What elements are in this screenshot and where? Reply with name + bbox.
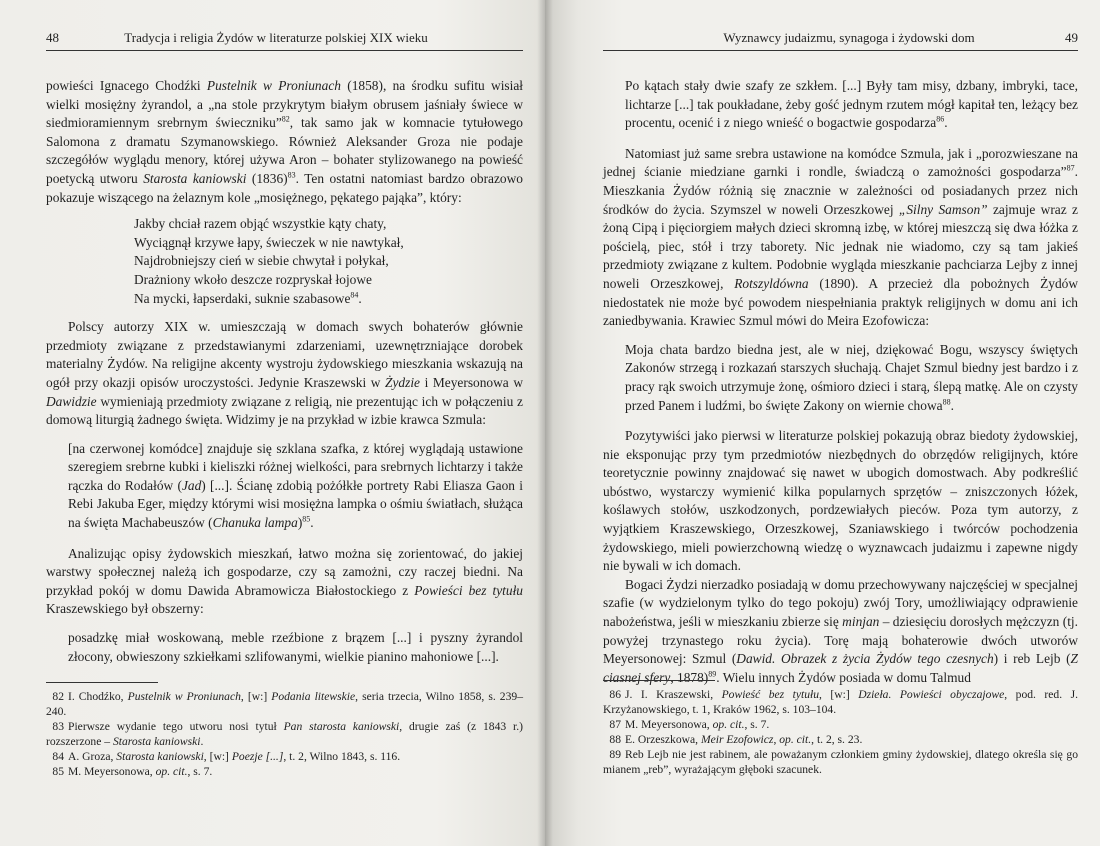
poem-line: Najdrobniejszy cień w siebie chwytał i połykał, [134, 253, 389, 269]
left-page [0, 0, 545, 846]
footnote-89: 89 Reb Lejb nie jest rabinem, ale poważanym członkiem gminy żydowskiej, dlatego określa się go mianem „reb”, wyrażającym głęboki szacunek. [603, 748, 1078, 776]
footnote-85: 85 M. Meyersonowa, op. cit., s. 7. [52, 765, 213, 778]
footnote-87: 87 M. Meyersonowa, op. cit., s. 7. [609, 718, 770, 731]
right-block-quote-1: Moja chata bardzo biedna jest, ale w niej, dziękować Bogu, wszyscy świętych Zakonów strzegą i rozkazań starszych słuchają. Chajet Szmul biedny jest bardzo i z pracy rąk swoich utrzymuje żonę, ośmioro dzieci i starą, ślepą matkę. Ale on czysty przed Panem i ludźmi, bo święte Zakony on wiernie chowa$^{88}$. [625, 341, 1078, 413]
poem-line: Jakby chciał razem objąć wszystkie kąty chaty, [134, 216, 387, 232]
right-running-head [603, 30, 1078, 51]
left-page-number: 48 [46, 30, 59, 45]
right-running-title: Wyznawcy judaizmu, synagoga i żydowski dom [723, 30, 975, 45]
poem-line: Na mycki, łapserdaki, suknie szabasowe$^{84}$. [134, 290, 362, 306]
left-paragraph-1: powieści Ignacego Chodźki Pustelnik w Proniunach (1858), na środku sufitu wisiał wielki mosiężny żyrandol, a „na stole przykrytym białym obrusem jaśniały świece w siedmioramiennym srebrnym świeczniku”$^{82}$, tak samo jak w komnacie tytułowego Salomona z dramatu Szymanowskiego. Również Aleksander Groza nie podaje szczegółów wyglądu menory, której używa Aron – bohater stylizowanego na powieść poetycką utworu Starosta kaniowski $(1836)^{83}$. Ten ostatni natomiast bardzo obrazowo pokazuje wiszącego na żelaznym kole „mosiężnego, pękatego pająka”, który: [46, 78, 524, 205]
left-footnotes [46, 682, 523, 779]
left-paragraph-2: Polscy autorzy XIX w. umieszczają w domach swych bohaterów głównie przedmioty związane z przedstawianymi zdarzeniami, uzewnętrzniające dorobek materialny Żydów. Na religijne akcenty wystroju żydowskiego mieszkania wskazują na ogół przy okazji opisów uroczystości. Jedynie Kraszewski w Żydzie i Meyersonowa w Dawidzie wymieniają przedmioty związane z religią, nie prezentując ich w połączeniu z domową liturgią żadnego święta. Widzimy je na przykład w izbie krawca Szmula: [46, 319, 523, 428]
right-paragraph-3: Bogaci Żydzi nierzadko posiadają w domu przechowywany najczęściej w specjalnej szafie (w wydzielonym tylko do tego pokoju) zwój Tory, umożliwiający odprawienie nabożeństwa, jeśli w mieszkaniu zbierze się minjan – dziesięciu dorosłych mężczyzn (tj. powyżej trzynastego roku życia). Torę mają bohaterowie dwóch utworów Meyersonowej: Szmul (Dawid. Obrazek z życia Żydów tego czesnych) i reb Lejb (Z ciasnej sfery, 1878)$^{89}$. Wielu innych Żydów posiada w domu Talmud [603, 576, 1078, 685]
poem-line: Wyciągnął krzywe łapy, świeczek w nie nawtykał, [134, 234, 404, 250]
footnote-rule [46, 682, 158, 683]
right-paragraph-1: Natomiast już same srebra ustawione na komódce Szmula, jak i „porozwieszane na jednej ścianie miedziane garnki i rondle, świadczą o zamożności gospodarza”$^{87}$. Mieszkania Żydów różnią się znacznie w zależności od posiadanych przez nich środków do życia. Szymszel w noweli Orzeszkowej „Silny Samson” zajmuje wraz z żoną Cipą i pięciorgiem małych dzieci skromną izbę, w której mieszczą się dwa łóżka z pościelą, piec, stół i trzy taborety. Nic jednak nie wiadomo, czy są tam jakieś przedmioty związane z kultem. Podobnie wygląda mieszkanie pachciarza Lejby z innej noweli Orzeszkowej, Rotszyldówna (1890). A przecież dla pobożnych Żydów niedostatek nie może być powodem niespełniania praktyk religijnych w domu ani ich zaniedbywania. Krawiec Szmul mówi do Meira Ezofowicza: [603, 145, 1079, 329]
footnote-82: 82 I. Chodźko, Pustelnik w Proniunach, [w:] Podania litewskie, seria trzecia, Wilno 1858, s. 239–240. [46, 690, 523, 718]
left-running-title: Tradycja i religia Żydów w literaturze polskiej XIX wieku [124, 30, 428, 45]
left-running-head [46, 30, 523, 51]
right-paragraph-2: Pozytywiści jako pierwsi w literaturze polskiej pokazują obraz biedoty żydowskiej, nie eksponując przy tym przedmiotów niezbędnych do obrzędów religijnych, które teoretycznie powinny znajdować się nawet w ubogich domostwach. Aby podkreślić ubóstwo, wystarczy wymienić kilka popularnych sprzętów – zniszczonych łóżek, koślawych stołów, uszkodzonych, pordzewiałych pieców. Poza tym autorzy, z wyjątkiem Kraszewskiego, Orzeszkowej, Szaniawskiego i twórców pochodzenia żydowskiego, mieli powierzchowną wiedzę o wyznawcach judaizmu i zapewne nigdy nie bywali w ich domach. [603, 428, 1078, 574]
footnote-84: 84 A. Groza, Starosta kaniowski, [w:] Poezje [...], t. 2, Wilno 1843, s. 116. [52, 750, 401, 763]
right-page-number: 49 [1065, 30, 1078, 45]
right-footnotes [603, 680, 1078, 777]
left-block-quote-1: [na czerwonej komódce] znajduje się szklana szafka, z której wyglądają ustawione szeregiem srebrne kubki i kieliszki różnej wielkości, para srebrnych lichtarzy i także rączka do Rodałów (Jad) [...]. Ścianę zdobią pożółkłe portrety Rabi Eliasza Gaon i Rebi Jakuba Eger, między którymi wisi mosiężna lampka o ośmiu światłach, służąca na święta Machabeuszów (Chanuka lampa)$^{85}$. [68, 440, 523, 531]
poem-line: Drażniony wkoło deszcze rozpryskał łojowe [134, 271, 372, 287]
footnote-83: 83 Pierwsze wydanie tego utworu nosi tytuł Pan starosta kaniowski, drugie zaś (z 1843 r.) rozszerzone – Starosta kaniowski. [46, 720, 523, 748]
right-block-quote-continued: Po kątach stały dwie szafy ze szkłem. [...] Były tam misy, dzbany, imbryki, tace, lichtarze [...] tak poukładane, żeby gość jednym rzutem mógł kapitał ten, leżący bez procentu, ocenić i z niego wnieść o bogactwie gospodarza$^{86}$. [625, 78, 1078, 131]
footnote-88: 88 E. Orzeszkowa, Meir Ezofowicz, op. cit., t. 2, s. 23. [609, 733, 863, 746]
book-gutter-shadow [537, 0, 553, 846]
footnote-rule [603, 680, 715, 681]
poem-quote [134, 215, 523, 308]
right-page [545, 0, 1100, 846]
left-paragraph-3: Analizując opisy żydowskich mieszkań, łatwo można się zorientować, do jakiej warstwy społecznej należą ich gospodarze, czy są zamożni, czy raczej biedni. Na przykład pokój w domu Dawida Abramowicza Białostockiego z Powieści bez tytułu Kraszewskiego był obszerny: [46, 545, 523, 617]
footnote-86: 86 J. I. Kraszewski, Powieść bez tytułu, [w:] Dzieła. Powieści obyczajowe, pod. red. J. Krzyżanowskiego, t. 1, Kraków 1962, s. 103–104. [603, 688, 1079, 716]
left-block-quote-2: posadzkę miał woskowaną, meble rzeźbione z brązem [...] i pyszny żyrandol złocony, obwieszony szkiełkami szlifowanymi, wielkie pianino mahoniowe [...]. [68, 630, 523, 664]
